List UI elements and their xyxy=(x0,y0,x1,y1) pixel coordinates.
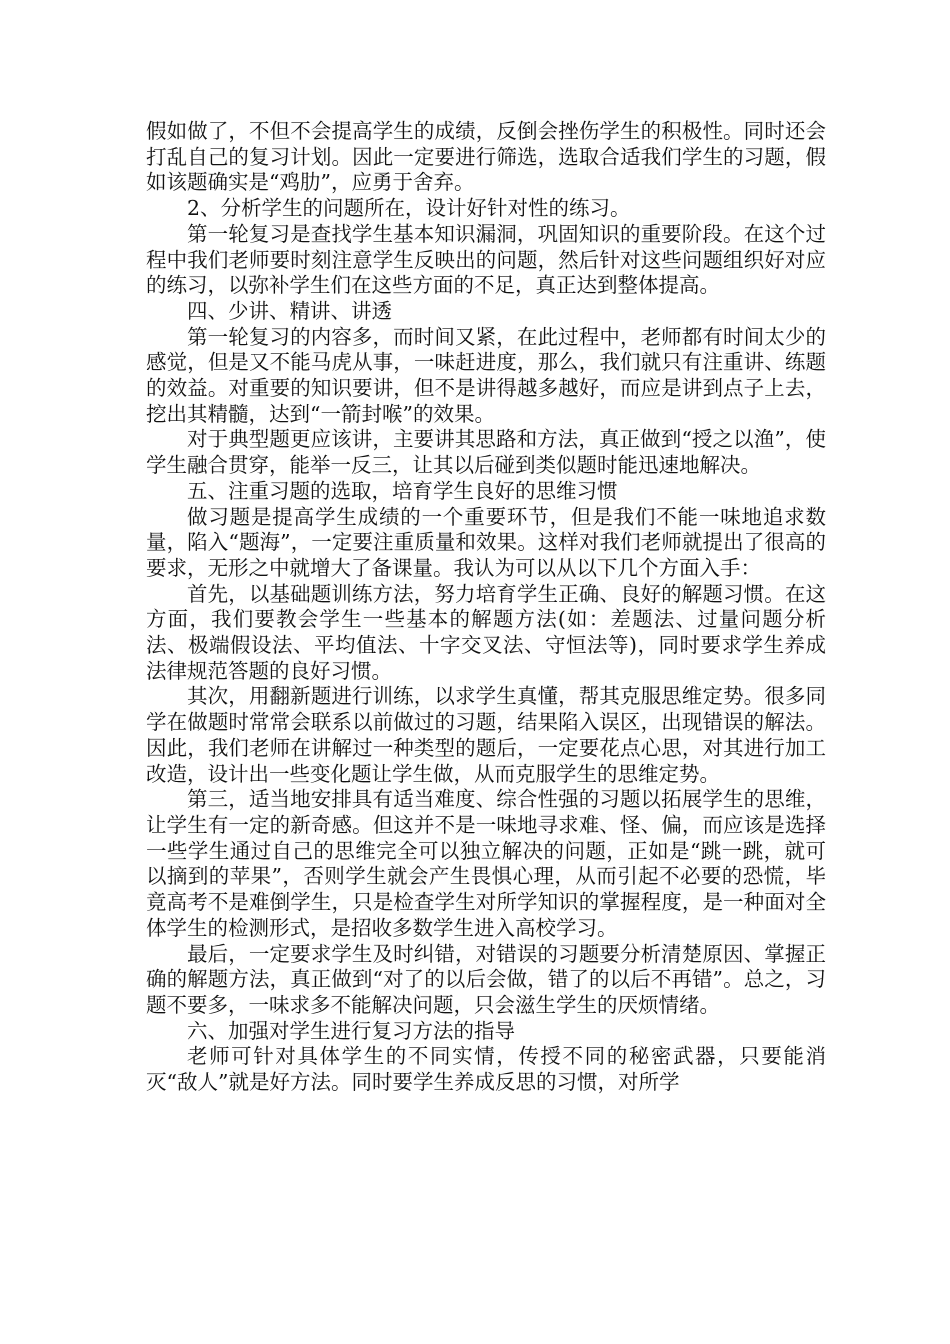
section-heading-five: 五、注重习题的选取，培育学生良好的思维习惯 xyxy=(187,478,618,503)
paragraph-first-round-review: 第一轮复习是查找学生基本知识漏洞，巩固知识的重要阶段。在这个过程中我们老师要时刻注意学生反映出的问题，然后针对这些问题组织好对应的练习，以弥补学生们在这些方面的不足，真正达到整体提高。 xyxy=(146,221,826,298)
paragraph-lecture-efficiency: 第一轮复习的内容多，而时间又紧，在此过程中，老师都有时间太少的感觉，但是又不能马虎从事，一味赶进度，那么，我们就只有注重讲、练题的效益。对重要的知识要讲，但不是讲得越多越好，而应是讲到点子上去，挖出其精髓，达到“一箭封喉”的效果。 xyxy=(146,324,826,426)
paragraph-exercise-quality: 做习题是提高学生成绩的一个重要环节，但是我们不能一味地追求数量，陷入“题海”，一定要注重质量和效果。这样对我们老师就提出了很高的要求，无形之中就增大了备课量。我认为可以从以下几个方面入手： xyxy=(146,504,826,580)
paragraph-last-error-correction: 最后，一定要求学生及时纠错，对错误的习题要分析清楚原因、掌握正确的解题方法，真正做到“对了的以后会做，错了的以后不再错”。总之，习题不要多，一味求多不能解决问题，只会滋生学生的厌烦情绪。 xyxy=(146,941,826,1017)
document-page xyxy=(146,119,826,1096)
paragraph-second-new-problems: 其次，用翻新题进行训练，以求学生真懂，帮其克服思维定势。很多同学在做题时常常会联系以前做过的习题，结果陷入误区，出现错误的解法。因此，我们老师在讲解过一种类型的题后，一定要花点心思，对其进行加工改造，设计出一些变化题让学生做，从而克服学生的思维定势。 xyxy=(146,684,826,786)
paragraph-third-comprehensive: 第三，适当地安排具有适当难度、综合性强的习题以拓展学生的思维，让学生有一定的新奇感。但这并不是一味地寻求难、怪、偏，而应该是选择一些学生通过自己的思维完全可以独立解决的问题，正如是“跳一跳，就可以摘到的苹果”，否则学生就会产生畏惧心理，从而引起不必要的恐慌，毕竟高考不是难倒学生，只是检查学生对所学知识的掌握程度，是一种面对全体学生的检测形式，是招收多数学生进入高校学习。 xyxy=(146,787,826,940)
section-heading-six: 六、加强对学生进行复习方法的指导 xyxy=(187,1018,515,1043)
subheading-analyze-problems: 2、分析学生的问题所在，设计好针对性的练习。 xyxy=(187,196,631,221)
paragraph-continuation: 假如做了，不但不会提高学生的成绩，反倒会挫伤学生的积极性。同时还会打乱自己的复习计划。因此一定要进行筛选，选取合适我们学生的习题，假如该题确实是“鸡肋”，应勇于舍弃。 xyxy=(146,119,826,195)
section-heading-four: 四、少讲、精讲、讲透 xyxy=(187,298,392,323)
paragraph-review-methods: 老师可针对具体学生的不同实情，传授不同的秘密武器，只要能消灭“敌人”就是好方法。同时要学生养成反思的习惯，对所学 xyxy=(146,1044,826,1095)
paragraph-typical-problems: 对于典型题更应该讲，主要讲其思路和方法，真正做到“授之以渔”，使学生融合贯穿，能举一反三，让其以后碰到类似题时能迅速地解决。 xyxy=(146,427,826,478)
paragraph-first-basic-training: 首先，以基础题训练方法，努力培育学生正确、良好的解题习惯。在这方面，我们要教会学生一些基本的解题方法(如：差题法、过量问题分析法、极端假设法、平均值法、十字交叉法、守恒法等)，同时要求学生养成法律规范答题的良好习惯。 xyxy=(146,581,826,683)
